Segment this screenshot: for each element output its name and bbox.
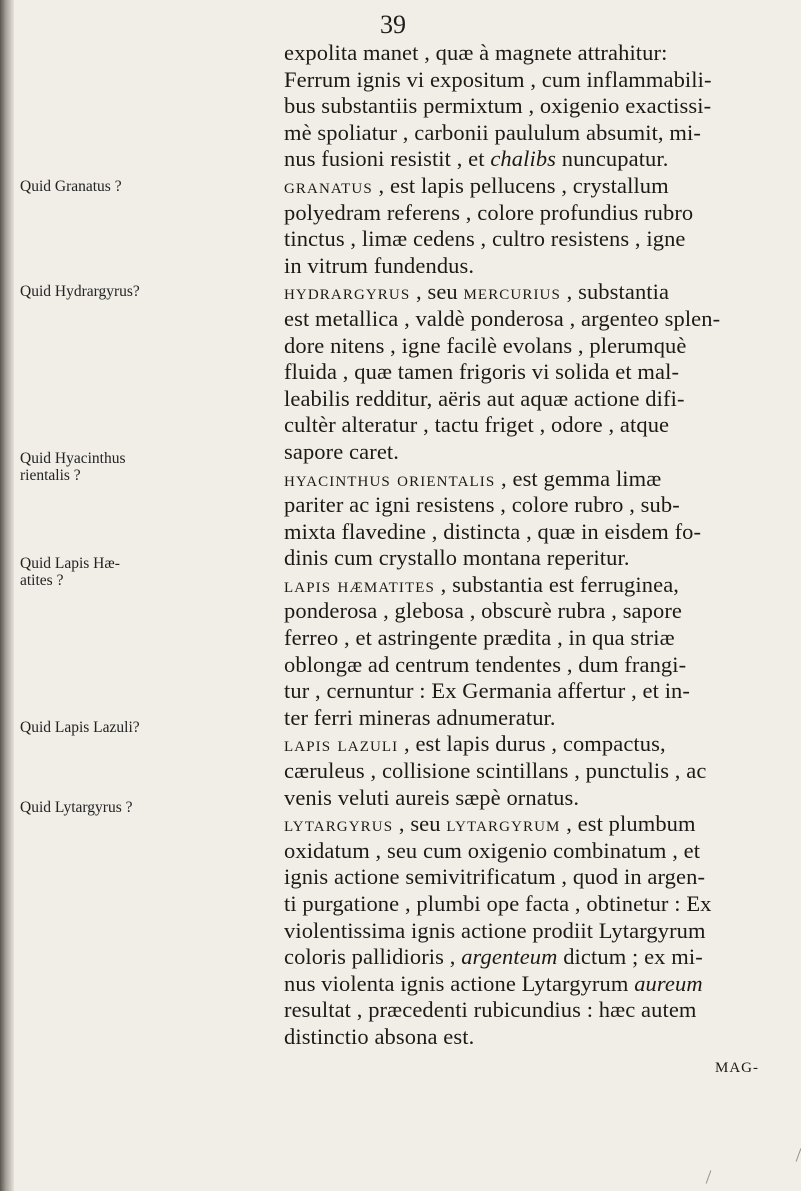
text-run: , seu — [410, 279, 464, 305]
text-line — [284, 93, 790, 120]
margin-note-line: Quid Hyacinthus — [20, 450, 126, 467]
entry-term: granatus — [284, 173, 373, 198]
text-run: ter ferri mineras adnumeratur. — [284, 704, 556, 730]
entry-term: hydrargyrus — [284, 280, 411, 305]
text-run: oxidatum , seu cum oxigenio combinatum , et — [284, 837, 701, 863]
text-run: tur , cernuntur : Ex Germania affertur , et in- — [284, 678, 690, 704]
text-run: , seu — [393, 811, 447, 837]
text-run: resultat , præcedenti rubicundius : hæc autem — [284, 997, 697, 1023]
text-run: ti purgatione , plumbi ope facta , obtinetur : Ex — [284, 891, 712, 916]
text-run: expolita manet , quæ à magnete attrahitur: — [284, 40, 668, 65]
text-line — [284, 519, 790, 546]
text-run: venis veluti aureis sæpè ornatus. — [284, 784, 580, 810]
entry-term: lapis hæmatites — [284, 572, 435, 597]
entry-term: mercurius — [463, 280, 561, 305]
text-run: , est gemma limæ — [495, 465, 662, 491]
text-line — [284, 705, 790, 732]
text-line — [284, 333, 790, 360]
text-line — [284, 492, 790, 519]
stray-mark — [796, 1148, 801, 1161]
text-line — [284, 466, 790, 493]
margin-note-line: Quid Hydrargyrus? — [20, 283, 140, 300]
text-run: , est lapis durus , compactus, — [398, 731, 666, 757]
text-line — [284, 785, 790, 812]
text-line — [284, 652, 790, 679]
text-line — [284, 173, 790, 200]
margin-note-haematites — [20, 555, 270, 589]
text-run: ponderosa , glebosa , obscurè rubra , sapore — [284, 598, 683, 624]
margin-note-lazuli — [20, 719, 270, 736]
text-line — [284, 306, 790, 333]
text-line — [284, 598, 790, 625]
text-run: , substantia — [560, 279, 670, 305]
margin-note-line: atites ? — [20, 572, 64, 589]
text-run: polyedram referens , colore profundius rubro — [284, 199, 694, 225]
text-run: ignis actione semivitrificatum , quod in argen- — [284, 864, 706, 890]
italic-term: aureum — [634, 970, 703, 996]
text-run: mè spoliatur , carbonii paululum absumit, mi- — [284, 119, 701, 145]
text-run: coloris pallidioris , — [284, 944, 462, 970]
text-line — [284, 997, 790, 1024]
text-run: mixta flavedine , distincta , quæ in eisdem fo- — [284, 518, 702, 544]
italic-term: chalibs — [490, 146, 557, 172]
text-run: dore nitens , igne facilè evolans , plerumquè — [284, 332, 687, 358]
text-line — [284, 731, 790, 758]
text-run: tinctus , limæ cedens , cultro resistens , igne — [284, 226, 686, 252]
entry-term: lytargyrus — [284, 812, 394, 837]
margin-note-line: Quid Granatus ? — [20, 178, 122, 195]
text-run: nus violenta ignis actione Lytargyrum — [284, 970, 635, 996]
text-line — [284, 572, 790, 599]
text-run: fluida , quæ tamen frigoris vi solida et mal- — [284, 359, 680, 385]
text-run: dinis cum crystallo montana reperitur. — [284, 545, 630, 571]
text-run: pariter ac igni resistens , colore rubro , sub- — [284, 492, 680, 518]
margin-note-granatus — [20, 178, 270, 195]
entry-term: lapis lazuli — [284, 732, 399, 757]
text-line — [284, 359, 790, 386]
text-run: Ferrum ignis vi expositum , cum inflammabili- — [284, 66, 712, 92]
text-run: , substantia est ferruginea, — [434, 571, 680, 597]
text-run: nus fusioni resistit , et — [284, 146, 491, 172]
text-line — [284, 758, 790, 785]
text-line — [284, 253, 790, 280]
text-run: est metallica , valdè ponderosa , argenteo splen- — [284, 305, 721, 331]
text-run: in vitrum fundendus. — [284, 252, 475, 278]
text-run: , est plumbum — [560, 811, 696, 837]
text-line — [284, 67, 790, 94]
body-text — [284, 40, 790, 1051]
catchword: MAG- — [715, 1060, 759, 1076]
text-run: dictum ; ex mi- — [557, 944, 703, 970]
italic-term: argenteum — [461, 944, 558, 970]
margin-note-line: Quid Lapis Hæ- — [20, 555, 120, 572]
text-line — [284, 545, 790, 572]
text-line — [284, 864, 790, 891]
text-line — [284, 944, 790, 971]
margin-note-line: Quid Lytargyrus ? — [20, 799, 133, 816]
text-line — [284, 40, 790, 67]
text-line — [284, 226, 790, 253]
text-run: sapore caret. — [284, 438, 399, 464]
text-run: , est lapis pellucens , crystallum — [372, 172, 669, 198]
text-line — [284, 439, 790, 466]
text-line — [284, 811, 790, 838]
text-line — [284, 625, 790, 652]
text-line — [284, 279, 790, 306]
stray-mark — [706, 1170, 712, 1183]
text-line — [284, 971, 790, 998]
text-line — [284, 918, 790, 945]
text-run: cultèr alteratur , tactu friget , odore , atque — [284, 412, 670, 438]
text-run: cæruleus , collisione scintillans , punctulis , ac — [284, 758, 707, 784]
text-run: ferreo , et astringente prædita , in qua striæ — [284, 625, 675, 651]
text-run: bus substantiis permixtum , oxigenio exactissi- — [284, 93, 712, 119]
text-line — [284, 1024, 790, 1051]
margin-note-lytargyrus — [20, 799, 270, 816]
margin-note-line: Quid Lapis Lazuli? — [20, 719, 140, 736]
text-line — [284, 838, 790, 865]
text-run: oblongæ ad centrum tendentes , dum frangi- — [284, 651, 687, 677]
text-line — [284, 412, 790, 439]
text-line — [284, 120, 790, 147]
entry-term: hyacinthus orientalis — [284, 466, 496, 491]
text-run: nuncupatur. — [556, 146, 669, 172]
margin-note-hydrargyrus — [20, 283, 270, 300]
margin-note-line: rientalis ? — [20, 467, 81, 484]
entry-term: lytargyrum — [446, 812, 561, 837]
text-run: violentissima ignis actione prodiit Lytargyrum — [284, 917, 706, 943]
text-line — [284, 678, 790, 705]
page-number: 39 — [380, 10, 406, 39]
text-run: distinctio absona est. — [284, 1023, 475, 1049]
text-line — [284, 146, 790, 173]
text-line — [284, 386, 790, 413]
binding-gutter — [0, 0, 14, 1191]
margin-note-hyacinthus — [20, 450, 270, 484]
text-run: leabilis redditur, aëris aut aquæ actione difi- — [284, 385, 685, 411]
text-line — [284, 200, 790, 227]
text-line — [284, 891, 790, 918]
